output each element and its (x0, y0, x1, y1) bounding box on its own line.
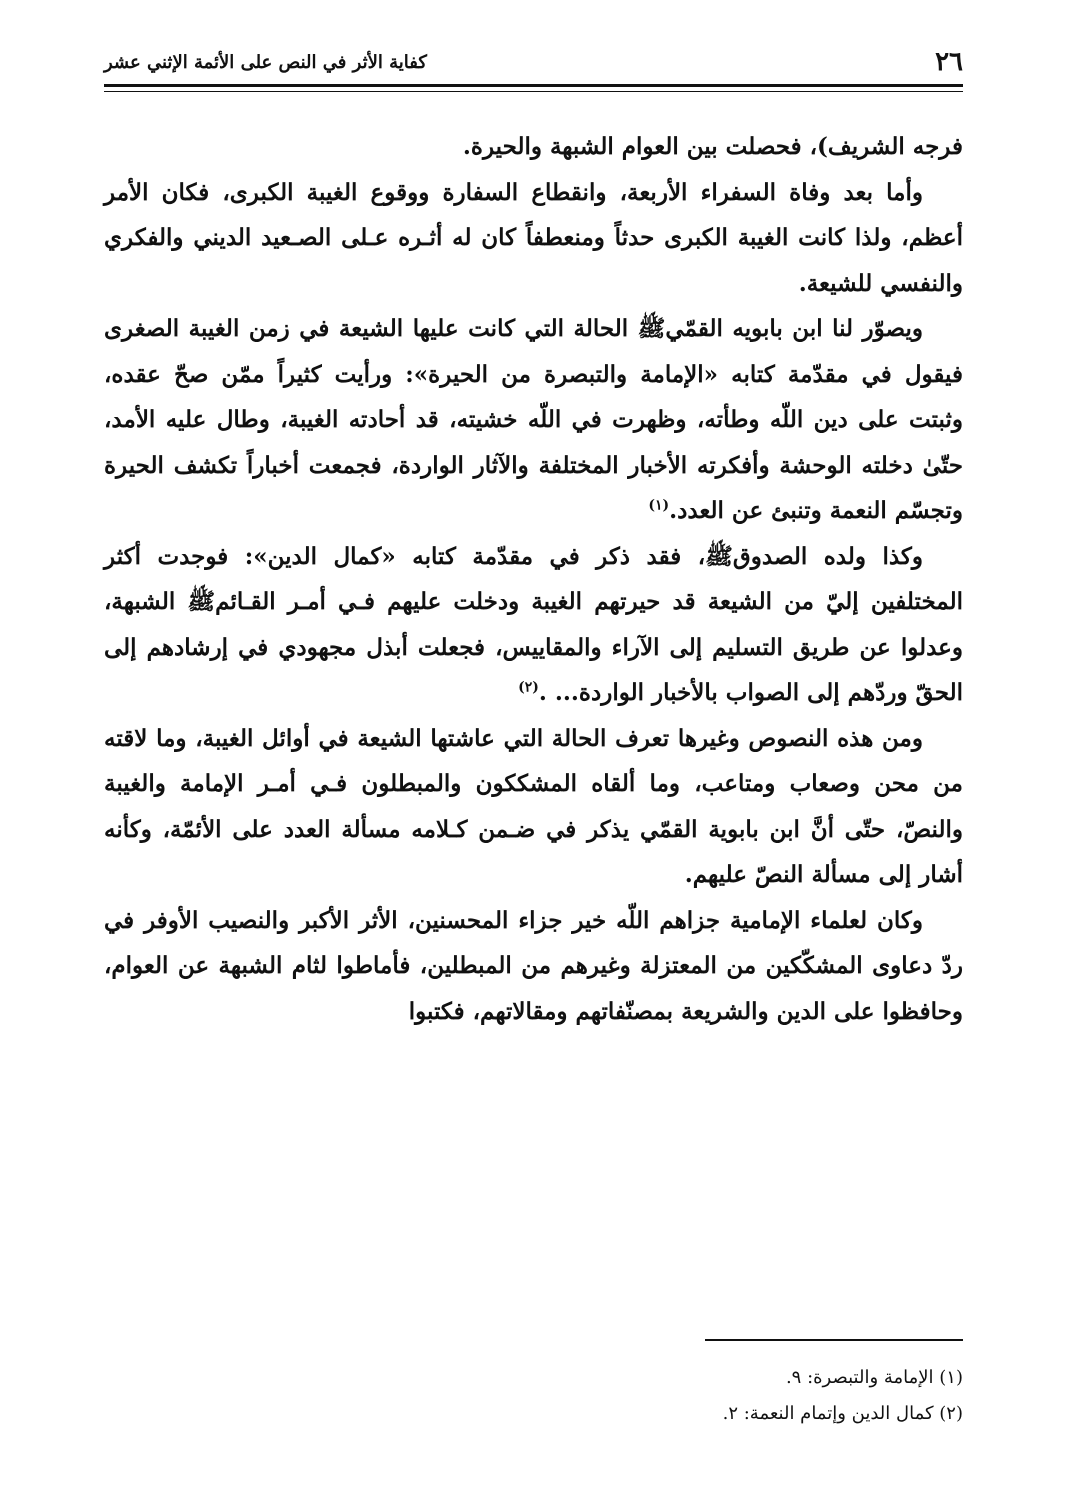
paragraph-text: فرجه الشريف)، فحصلت بين العوام الشبهة والحيرة. (462, 133, 963, 160)
footnote-reference[interactable]: (١) (648, 497, 670, 514)
paragraph-text: ويصوّر لنا ابن بابويه القمّي‏ﷺ الحالة التي كانت عليها الشيعة في زمن الغيبة الصغرى فيقول في مقدّمة كتابه «الإمامة والتبصرة من الحيرة»: ورأيت كثيراً ممّن صحّ عقده، وثبتت على دين اللّه وطأته، وظهرت في اللّه خشيته، قد أحادته الغيبة، وطال عليه الأمد، حتّىٰ دخلته الوحشة وأفكرته الأخبار المختلفة والآثار الواردة، فجمعت أخباراً تكشف الحيرة وتجسّم النعمة وتنبئ عن العدد. (104, 315, 963, 524)
footnotes (104, 1360, 963, 1432)
page-number: ٢٦ (935, 47, 963, 77)
paragraph-text: ومن هذه النصوص وغيرها تعرف الحالة التي عاشتها الشيعة في أوائل الغيبة، وما لاقته من محن وصعاب ومتاعب، وما ألقاه المشككون والمبطلون فـي أمـر الإمامة والغيبة والنصّ، حتّى أنَّ ابن بابوية القمّي يذكر في ضـمن كـلامه مسألة العدد على الأئمّة، وكأنه أشار إلى مسألة النصّ عليهم. (104, 724, 963, 888)
paragraph (104, 534, 963, 716)
footnote: (١) الإمامة والتبصرة: ٩. (785, 1367, 963, 1388)
paragraph (104, 170, 963, 307)
body-text (104, 124, 963, 1034)
paragraph (104, 306, 963, 534)
header-rule-thin (104, 91, 963, 92)
paragraph-text: وأما بعد وفاة السفراء الأربعة، وانقطاع السفارة ووقوع الغيبة الكبرى، فكان الأمر أعظم، ولذا كانت الغيبة الكبرى حدثاً ومنعطفاً كان له أثـره عـلى الصـعيد الديني والفكري والنفسي للشيعة. (104, 178, 963, 297)
footnote: (٢) كمال الدين وإتمام النعمة: ٢. (722, 1403, 963, 1424)
book-title: كفاية الأثر في النص على الأئمة الإثني عشر (104, 52, 427, 73)
header-rule-thick (104, 84, 963, 87)
footnote-reference[interactable]: (٢) (518, 679, 539, 696)
paragraph (104, 898, 963, 1035)
running-header (104, 42, 963, 86)
paragraph (104, 716, 963, 898)
paragraph (104, 124, 963, 170)
footnote-separator (705, 1339, 963, 1341)
paragraph-text: وكذا ولده الصدوق‏ﷺ، فقد ذكر في مقدّمة كتابه «كمال الدين»: فوجدت أكثر المختلفين إليّ من الشيعة قد حيرتهم الغيبة ودخلت عليهم فـي أمـر القـائم‏ﷺ الشبهة، وعدلوا عن طريق التسليم إلى الآراء والمقاييس، فجعلت أبذل مجهودي في إرشادهم إلى الحقّ وردّهم إلى الصواب بالأخبار الواردة... . (104, 542, 963, 706)
paragraph-text: وكان لعلماء الإمامية جزاهم اللّه خير جزاء المحسنين، الأثر الأكبر والنصيب الأوفر في ردّ دعاوى المشكّكين من المعتزلة وغيرهم من المبطلين، فأماطوا لثام الشبهة عن العوام، وحافظوا على الدين والشريعة بمصنّفاتهم ومقالاتهم، فكتبوا (104, 906, 963, 1025)
